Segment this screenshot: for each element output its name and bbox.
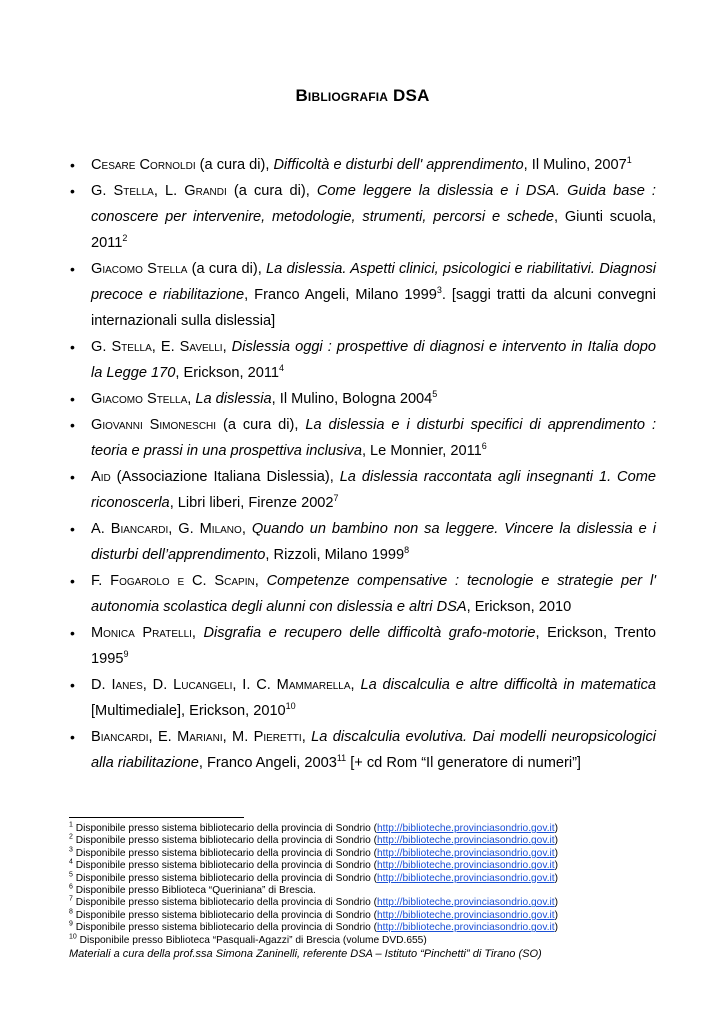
entry-book-title: Competenze compensative : tecnologie e strategie per l' autonomia scolastica degli alunni con dislessia e altri DSA — [91, 573, 657, 615]
footnote-ref[interactable]: 1 — [626, 155, 632, 166]
bibliography-entry — [91, 334, 656, 386]
entry-book-title: La dislessia — [195, 391, 272, 407]
footnote-number: 8 — [69, 908, 73, 916]
footnote-ref[interactable]: 11 — [336, 753, 347, 764]
footnote-link[interactable]: http://biblioteche.provinciasondrio.gov.it — [376, 823, 555, 834]
bibliography-entry — [91, 412, 656, 464]
entry-authors: G. Stella, E. Savelli — [91, 339, 223, 355]
footnote-ref[interactable]: 2 — [122, 233, 128, 244]
footnote-text: Disponibile presso sistema bibliotecario della provincia di Sondrio ( — [72, 922, 377, 934]
entry-authors: Cesare Cornoldi — [91, 157, 196, 173]
entry-note: . [saggi tratti da alcuni convegni internazionali sulla dislessia] — [91, 287, 656, 329]
entry-authors: A. Biancardi, G. Milano — [91, 521, 242, 537]
footnote — [69, 922, 669, 934]
entry-authors: F. Fogarolo e C. Scapin — [91, 573, 255, 589]
bibliography-entry — [91, 620, 656, 672]
entry-text: (a cura di), — [187, 261, 266, 277]
footnote-number: 1 — [69, 821, 73, 829]
footnote-number: 9 — [69, 920, 73, 928]
footnote-number: 4 — [69, 858, 73, 866]
footnote-end: ) — [554, 860, 559, 872]
entry-authors: Aid — [91, 469, 111, 485]
entry-book-title: La dislessia. Aspetti clinici, psicologici e riabilitativi. Diagnosi precoce e riabilitazione — [91, 261, 656, 303]
entry-publisher: , Giunti scuola, 2011 — [91, 209, 656, 251]
entry-publisher: , Il Mulino, 2007 — [523, 157, 627, 173]
page-footer: Materiali a cura della prof.ssa Simona Zaninelli, referente DSA – Istituto “Pinchetti” di Tirano (SO) — [69, 948, 542, 961]
footnote — [69, 873, 669, 885]
entry-publisher: , Il Mulino, Bologna 2004 — [271, 391, 433, 407]
entry-text: , — [254, 573, 267, 589]
entry-publisher: , Franco Angeli, Milano 1999 — [244, 287, 437, 303]
footnote-ref[interactable]: 7 — [333, 493, 339, 504]
entry-book-title: Quando un bambino non sa leggere. Vincere la dislessia e i disturbi dell’apprendimento — [91, 521, 656, 563]
footnote-number: 3 — [69, 846, 73, 854]
page-title-rest: DSA — [388, 86, 430, 105]
footnote-ref[interactable]: 4 — [278, 363, 284, 374]
footnote-end: ) — [554, 922, 559, 934]
footnote-number: 10 — [69, 933, 77, 941]
footnote — [69, 885, 669, 897]
footnote-link[interactable]: http://biblioteche.provinciasondrio.gov.it — [376, 909, 555, 921]
entry-authors: Biancardi, E. Mariani, M. Pieretti — [91, 729, 302, 745]
footnote-number: 2 — [69, 834, 73, 842]
footnote-text: Disponibile presso sistema bibliotecario della provincia di Sondrio ( — [72, 860, 377, 872]
entry-text: , — [191, 625, 204, 641]
entry-publisher: , Franco Angeli, 2003 — [198, 755, 337, 771]
footnote-link[interactable]: http://biblioteche.provinciasondrio.gov.it — [376, 872, 555, 884]
footnotes — [69, 823, 669, 960]
entry-book-title: Disgrafia e recupero delle difficoltà grafo-motorie — [203, 625, 536, 641]
footnote-separator — [69, 817, 244, 818]
entry-publisher: , Rizzoli, Milano 1999 — [265, 547, 405, 563]
entry-text: , — [350, 677, 361, 693]
footnote-text: Disponibile presso sistema bibliotecario della provincia di Sondrio ( — [72, 847, 377, 859]
entry-book-title: La discalculia evolutiva. Dai modelli neuropsicologici alla riabilitazione — [91, 729, 657, 771]
entry-note: [+ cd Rom “Il generatore di numeri”] — [346, 755, 581, 771]
page-title-small-caps: Bibliografia — [295, 86, 389, 105]
footnote-end: ) — [554, 909, 559, 921]
entry-text: (a cura di), — [216, 417, 306, 433]
footnote-ref[interactable]: 5 — [432, 389, 438, 400]
footnote — [69, 910, 669, 922]
footnote-text: Disponibile presso Biblioteca “Queriniana” di Brescia. — [72, 885, 316, 897]
entry-text: , — [187, 391, 196, 407]
bibliography-entry — [91, 724, 656, 776]
footnote-link[interactable]: http://biblioteche.provinciasondrio.gov.it — [376, 897, 555, 909]
footnote-ref[interactable]: 3 — [436, 285, 442, 296]
entry-text: , — [222, 339, 232, 355]
entry-text: (a cura di), — [226, 183, 317, 199]
footnote-end: ) — [554, 823, 559, 834]
entry-text: (a cura di), — [195, 157, 274, 173]
footnote-link[interactable]: http://biblioteche.provinciasondrio.gov.it — [376, 835, 555, 847]
entry-book-title: Come leggere la dislessia e i DSA. Guida base : conoscere per intervenire, metodologie, strumenti, percorsi e schede — [91, 183, 656, 225]
footnote-end: ) — [554, 872, 559, 884]
bibliography-entry — [91, 568, 656, 620]
footnote-text: Disponibile presso Biblioteca “Pasquali-Agazzi” di Brescia (volume DVD.655) — [76, 934, 427, 946]
footnote-link[interactable]: http://biblioteche.provinciasondrio.gov.it — [376, 922, 555, 934]
entry-publisher: , Erickson, 2011 — [175, 365, 279, 381]
bibliography-entry — [91, 386, 656, 412]
entry-authors: G. Stella, L. Grandi — [91, 183, 227, 199]
entry-publisher: , Erickson, Trento 1995 — [91, 625, 656, 667]
footnote-text: Disponibile presso sistema bibliotecario della provincia di Sondrio ( — [72, 872, 377, 884]
footnote — [69, 897, 669, 909]
entry-book-title: La dislessia e i disturbi specifici di apprendimento : teoria e prassi in una prospettiva inclusiva — [91, 417, 657, 459]
entry-text: , — [301, 729, 312, 745]
entry-authors: Giacomo Stella — [91, 391, 188, 407]
footnote-text: Disponibile presso sistema bibliotecario della provincia di Sondrio ( — [72, 835, 377, 847]
entry-book-title: La discalculia e altre difficoltà in matematica — [360, 677, 656, 693]
entry-text: , — [241, 521, 252, 537]
footnote-link[interactable]: http://biblioteche.provinciasondrio.gov.it — [376, 860, 555, 872]
entry-publisher: , Libri liberi, Firenze 2002 — [169, 495, 334, 511]
entry-publisher: , Le Monnier, 2011 — [361, 443, 482, 459]
entry-book-title: La dislessia raccontata agli insegnanti 1. Come riconoscerla — [91, 469, 656, 511]
entry-authors: Monica Pratelli — [91, 625, 192, 641]
footnote-end: ) — [554, 835, 559, 847]
footnote-text: Disponibile presso sistema bibliotecario della provincia di Sondrio ( — [72, 909, 377, 921]
entry-authors: D. Ianes, D. Lucangeli, I. C. Mammarella — [91, 677, 351, 693]
footnote — [69, 835, 669, 847]
footnote-ref[interactable]: 9 — [123, 649, 129, 660]
footnote-number: 6 — [69, 883, 73, 891]
footnote — [69, 823, 669, 835]
entry-authors: Giacomo Stella — [91, 261, 188, 277]
footnote-number: 7 — [69, 896, 73, 904]
footnote-link[interactable]: http://biblioteche.provinciasondrio.gov.it — [376, 847, 555, 859]
bibliography-entry — [91, 178, 656, 256]
bibliography-entry — [91, 256, 656, 334]
footnote-text: Disponibile presso sistema bibliotecario della provincia di Sondrio ( — [72, 897, 377, 909]
entry-book-title: Difficoltà e disturbi dell' apprendimento — [273, 157, 524, 173]
bibliography-list — [91, 152, 656, 776]
footnote-ref[interactable]: 10 — [285, 701, 296, 712]
footnote-ref[interactable]: 6 — [481, 441, 487, 452]
entry-publisher: , Erickson, 2010 — [466, 599, 572, 615]
bibliography-entry — [91, 464, 656, 516]
entry-publisher: [Multimediale], Erickson, 2010 — [91, 703, 286, 719]
footnote-end: ) — [554, 847, 559, 859]
entry-book-title: Dislessia oggi : prospettive di diagnosi e intervento in Italia dopo la Legge 170 — [91, 339, 657, 381]
footnote-end: ) — [554, 897, 559, 909]
entry-authors: Giovanni Simoneschi — [91, 417, 217, 433]
bibliography-entry — [91, 516, 656, 568]
footnote-number: 5 — [69, 871, 73, 879]
bibliography-entry — [91, 672, 656, 724]
footnote — [69, 935, 669, 947]
footnote — [69, 848, 669, 860]
bibliography-entry — [91, 152, 656, 178]
page-title — [0, 86, 725, 106]
footnote-ref[interactable]: 8 — [404, 545, 410, 556]
footnote-text: Disponibile presso sistema bibliotecario della provincia di Sondrio ( — [72, 823, 377, 834]
entry-text: (Associazione Italiana Dislessia), — [110, 469, 340, 485]
footnote — [69, 860, 669, 872]
